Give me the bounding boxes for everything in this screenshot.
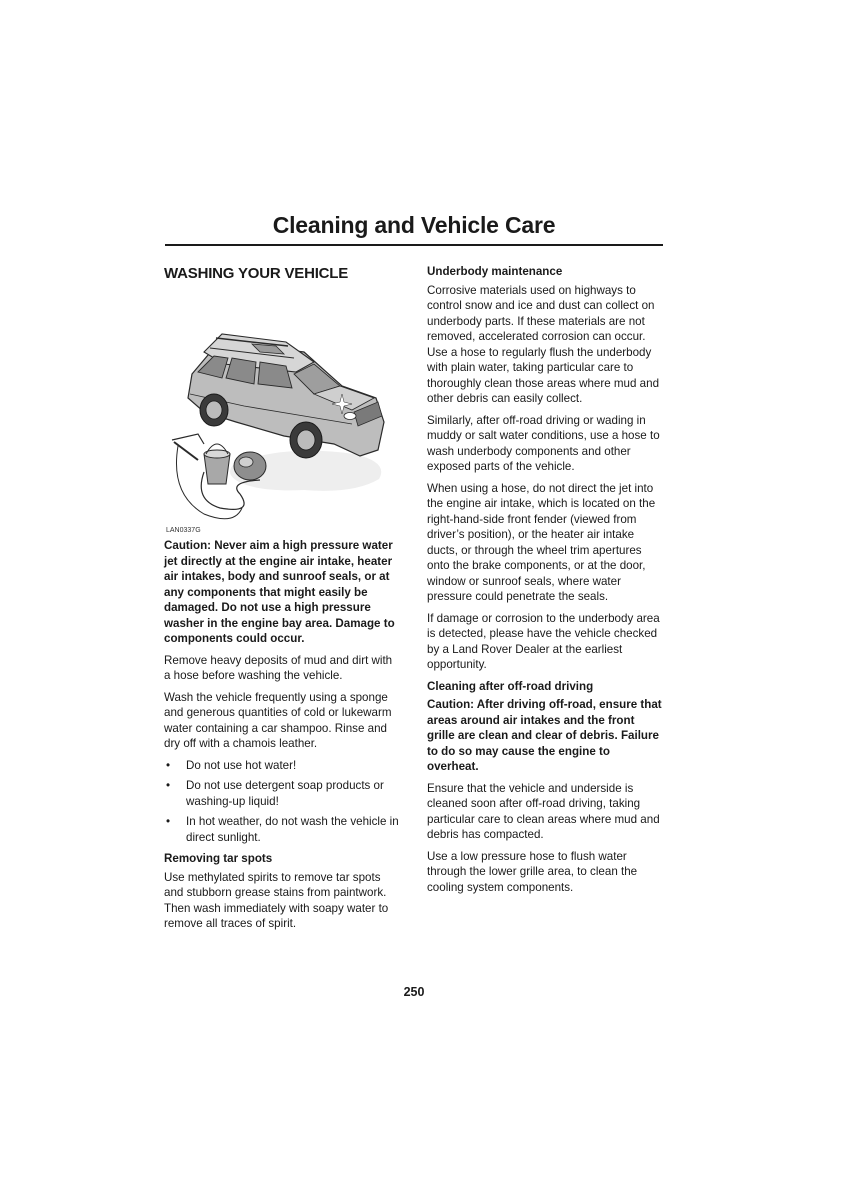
figure-code: LAN0337G — [166, 527, 201, 534]
paragraph-underbody-2: Similarly, after off-road driving or wading in muddy or salt water conditions, use a hose to wash underbody components and other exposed parts of the vehicle. — [427, 413, 660, 473]
paragraph-underbody-4: If damage or corrosion to the underbody area is detected, please have the vehicle checked by a Land Rover Dealer at the earliest opportunity. — [427, 611, 660, 671]
bullet-icon: • — [166, 779, 171, 792]
caution-off-road: Caution: After driving off-road, ensure that areas around air intakes and the front grille are clean and clear of debris. Failure to do so may cause the engine to overheat. — [427, 698, 662, 773]
subheading-tar-spots: Removing tar spots — [164, 852, 273, 865]
paragraph-underbody-1: Corrosive materials used on highways to control snow and ice and dust can collect on underbody parts. If these materials are not removed, accelerated corrosion can occur. Use a hose to regularly flush the underbody with plain water, taking particular care to thoroughly clean those areas where mud and other debris can easily collect. — [427, 283, 660, 405]
washing-bullet-list — [164, 758, 400, 846]
paragraph-remove-deposits: Remove heavy deposits of mud and dirt with a hose before washing the vehicle. — [164, 653, 393, 682]
left-column — [164, 264, 400, 938]
paragraph-tar-spots: Use methylated spirits to remove tar spots and stubborn grease stains from paintwork. Then wash immediately with soapy water to remove all traces of spirit. — [164, 870, 389, 930]
page-number: 250 — [403, 985, 425, 999]
right-column — [427, 264, 663, 901]
bullet-icon: • — [166, 758, 171, 772]
paragraph-underbody-3: When using a hose, do not direct the jet into the engine air intake, which is located on the right-hand-side front fender (viewed from driver’s position), or the heater air intake ducts, or through the wheel trim apertures onto the brake components, or at the door, window or sunroof seals, where water pressure could penetrate the seals. — [427, 481, 656, 603]
vehicle-washing-illustration — [164, 294, 400, 534]
list-item — [164, 814, 400, 845]
subheading-underbody: Underbody maintenance — [427, 265, 563, 278]
list-item-text: In hot weather, do not wash the vehicle in direct sunlight. — [186, 815, 399, 844]
subheading-off-road: Cleaning after off-road driving — [427, 679, 594, 693]
bullet-icon: • — [166, 815, 171, 828]
caution-high-pressure: Caution: Never aim a high pressure water jet directly at the engine air intake, heater air intakes, body and sunroof seals, or at any components that might easily be damaged. Do not use a high pressure washer in the engine bay area. Damage to components could occur. — [164, 539, 395, 645]
car-wash-drawing — [164, 294, 400, 534]
list-item-text: Do not use detergent soap products or washing-up liquid! — [186, 779, 384, 808]
page-title: Cleaning and Vehicle Care — [272, 212, 556, 238]
paragraph-off-road-2: Use a low pressure hose to flush water through the lower grille area, to clean the cooling system components. — [427, 849, 638, 894]
section-heading-washing: WASHING YOUR VEHICLE — [164, 265, 349, 282]
list-item-text: Do not use hot water! — [186, 758, 297, 772]
list-item — [164, 778, 400, 809]
paragraph-off-road-1: Ensure that the vehicle and underside is cleaned soon after off-road driving, taking particular care to clean areas where mud and debris has compacted. — [427, 781, 660, 841]
paragraph-wash-frequently: Wash the vehicle frequently using a sponge and generous quantities of cold or lukewarm water containing a car shampoo. Rinse and dry off with a chamois leather. — [164, 690, 392, 750]
list-item — [164, 758, 400, 774]
title-rule — [165, 244, 663, 246]
